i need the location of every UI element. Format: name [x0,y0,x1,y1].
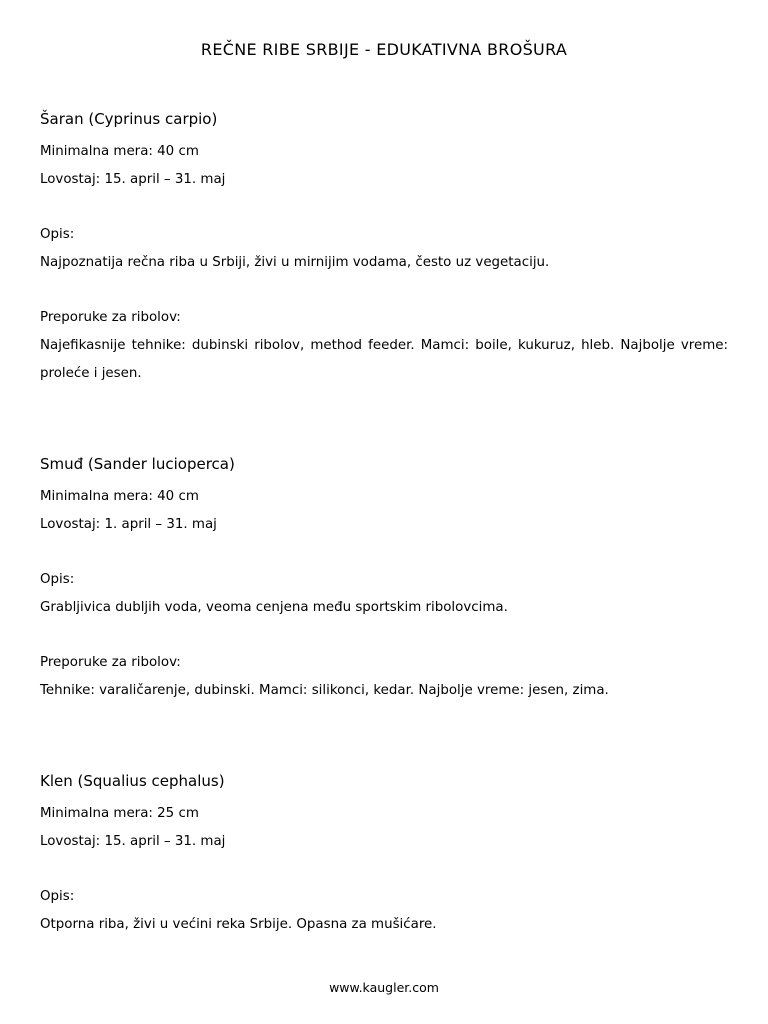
closed-season: Lovostaj: 1. april – 31. maj [40,517,217,532]
closed-season: Lovostaj: 15. april – 31. maj [40,172,226,187]
fish-name: Smuđ (Sander lucioperca) [40,455,235,473]
tips-label: Preporuke za ribolov: [40,310,181,325]
fish-section-klen [40,771,728,939]
description-label: Opis: [40,889,75,904]
tips-text: Tehnike: varaličarenje, dubinski. Mamci: silikonci, kedar. Najbolje vreme: jesen, zima. [40,683,609,698]
tips-text: Najefikasnije tehnike: dubinski ribolov, method feeder. Mamci: boile, kukuruz, hleb. Najbolje vreme: proleće i jesen. [40,338,728,381]
footer-url: www.kaugler.com [329,980,439,995]
fish-name: Klen (Squalius cephalus) [40,772,225,790]
description-text: Grabljivica dubljih voda, veoma cenjena među sportskim ribolovcima. [40,600,508,615]
page-title: REČNE RIBE SRBIJE - EDUKATIVNA BROŠURA [200,40,568,59]
description-text: Najpoznatija rečna riba u Srbiji, živi u mirnijim vodama, često uz vegetaciju. [40,255,550,270]
fish-section-saran [40,109,728,388]
description-label: Opis: [40,572,75,587]
fish-name: Šaran (Cyprinus carpio) [40,110,218,128]
closed-season: Lovostaj: 15. april – 31. maj [40,834,226,849]
fish-section-smudj [40,454,728,705]
tips-label: Preporuke za ribolov: [40,655,181,670]
min-size: Minimalna mera: 40 cm [40,144,199,159]
description-text: Otporna riba, živi u većini reka Srbije. Opasna za mušićare. [40,917,437,932]
description-label: Opis: [40,227,75,242]
min-size: Minimalna mera: 25 cm [40,806,199,821]
min-size: Minimalna mera: 40 cm [40,489,199,504]
